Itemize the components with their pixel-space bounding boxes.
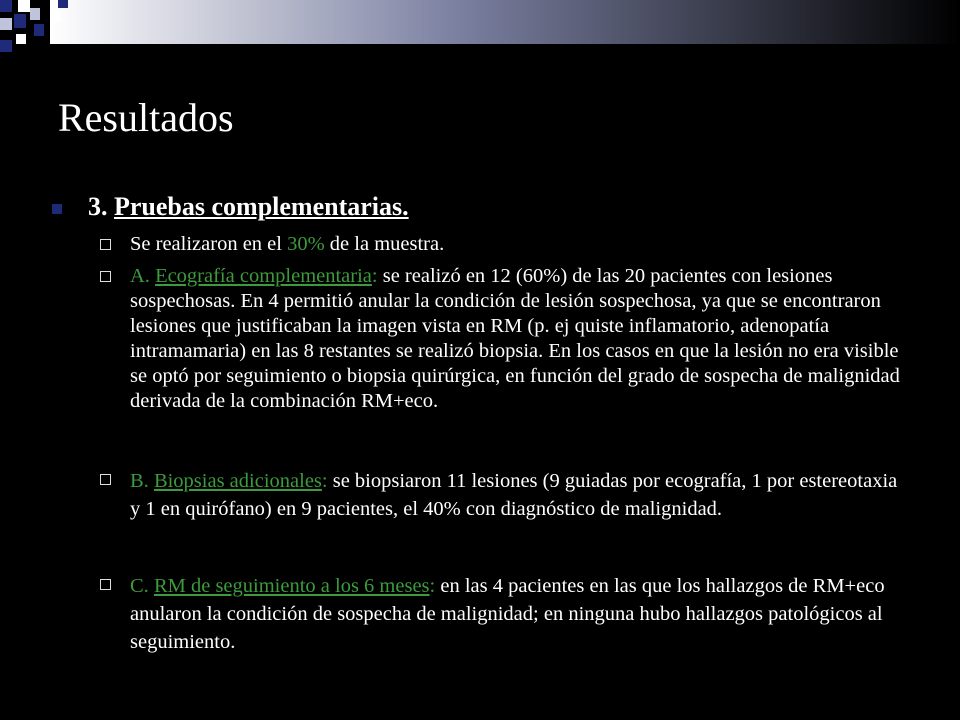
square-bullet-icon (52, 204, 62, 214)
item-colon: : (429, 575, 436, 597)
item-prefix: A. (130, 265, 156, 287)
hollow-square-bullet-icon (100, 579, 111, 590)
slide-title: Resultados (58, 95, 234, 140)
item-text: de la muestra. (324, 233, 445, 255)
list-item (100, 572, 900, 656)
hollow-square-bullet-icon (100, 271, 111, 282)
percent-highlight: 30% (287, 233, 325, 255)
section-title: Pruebas complementarias. (114, 192, 409, 221)
decorative-squares (0, 0, 960, 58)
item-text: Se realizaron en el (130, 233, 288, 255)
list-item (100, 467, 900, 523)
item-colon: : (321, 470, 328, 492)
hollow-square-bullet-icon (100, 474, 111, 485)
rm-seguimiento-link[interactable]: RM de seguimiento a los 6 meses (153, 575, 430, 597)
item-text: en las 4 pacientes en las que los hallazgos de RM+eco anularon la condición de sospecha de malignidad; en ninguna hubo hallazgos patológicos al seguimiento. (130, 575, 885, 653)
biopsias-link[interactable]: Biopsias adicionales (153, 470, 322, 492)
item-prefix: C. (130, 575, 154, 597)
ecografia-link[interactable]: Ecografía complementaria (155, 265, 372, 287)
hollow-square-bullet-icon (100, 239, 111, 250)
item-text: se biopsiaron 11 lesiones (9 guiadas por ecografía, 1 por estereotaxia y 1 en quirófano) en 9 pacientes, el 40% con diagnóstico de malignidad. (130, 470, 898, 520)
section-number: 3. (88, 192, 108, 221)
section-heading (52, 192, 409, 222)
item-text: se realizó en 12 (60%) de las 20 pacientes con lesiones sospechosas. En 4 permitió anular la condición de lesión sospechosa, ya que se encontraron lesiones que justificaban la imagen vista en RM (p. ej quiste inflamatorio, adenopatía intramamaria) en las 8 restantes se realizó biopsia. En los casos en que la lesión no era visible se optó por seguimiento o biopsia quirúrgica, en función del grado de sospecha de malignidad derivada de la combinación RM+eco. (130, 265, 900, 412)
item-prefix: B. (130, 470, 154, 492)
list-item (100, 264, 900, 414)
item-colon: : (371, 265, 378, 287)
list-item (100, 232, 900, 257)
